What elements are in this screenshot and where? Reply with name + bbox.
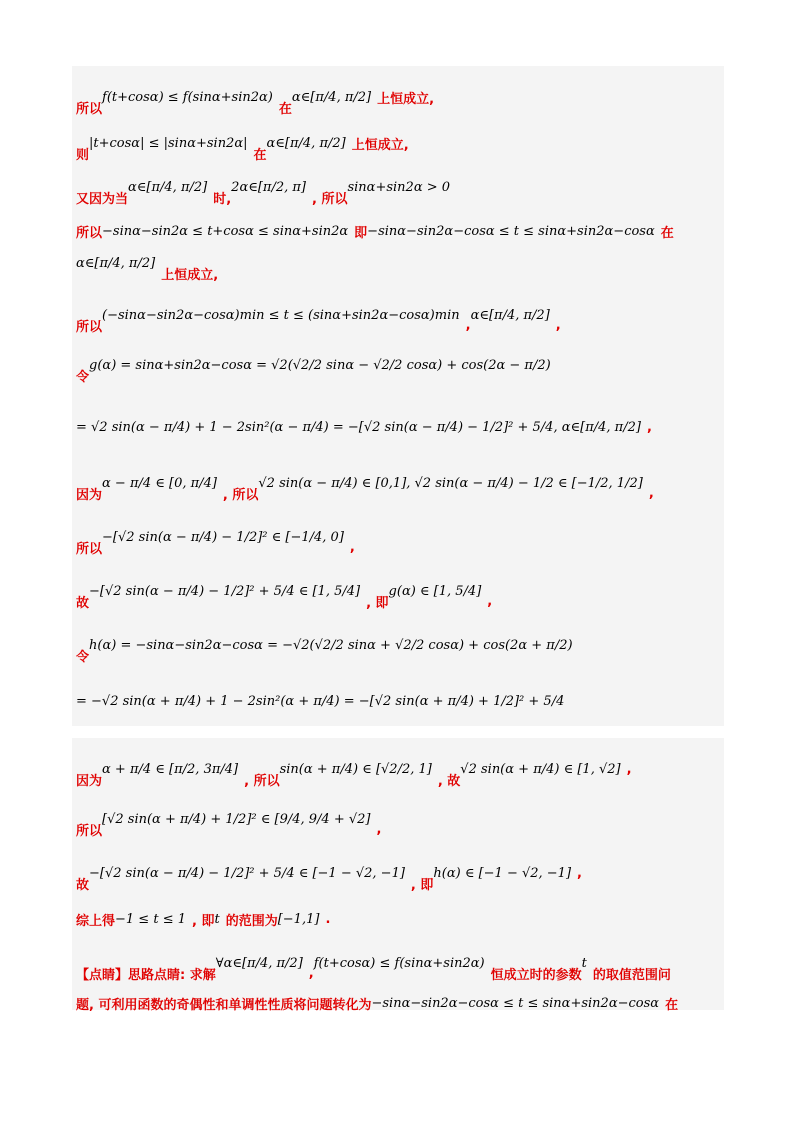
math-expression: = √2 sin(α − π/4) + 1 − 2sin²(α − π/4) = −[√2 sin(α − π/4) − 1/2]² + 5/4, α∈[π/4, π/2] <box>76 420 641 435</box>
solution-line <box>76 474 654 503</box>
math-expression: f(t+cosα) ≤ f(sinα+sin2α) <box>102 90 273 105</box>
chinese-text: 在 <box>665 998 679 1013</box>
math-expression: 2α∈[π/2, π] <box>231 180 306 195</box>
math-expression: g(α) ∈ [1, 5/4] <box>388 584 482 599</box>
chinese-text: 所以 <box>76 824 103 839</box>
chinese-text: , 即 <box>410 878 434 893</box>
chinese-text: 故 <box>76 878 90 893</box>
chinese-text: 令 <box>76 650 90 665</box>
math-expression: −[√2 sin(α − π/4) − 1/2]² ∈ [−1/4, 0] <box>102 530 344 545</box>
chinese-text: 上恒成立, <box>161 268 219 283</box>
chinese-text: 在 <box>253 148 267 163</box>
chinese-text: 上恒成立, <box>351 138 409 153</box>
chinese-text: 所以 <box>76 226 103 241</box>
math-expression: α − π/4 ∈ [0, π/4] <box>102 476 217 491</box>
solution-line <box>76 356 557 385</box>
math-expression: α∈[π/4, π/2] <box>266 136 346 151</box>
chinese-text: 上恒成立, <box>377 92 435 107</box>
math-expression: −sinα−sin2α ≤ t+cosα ≤ sinα+sin2α <box>102 224 349 239</box>
chinese-text: , 所以 <box>222 488 259 503</box>
solution-line <box>76 306 561 335</box>
math-expression: h(α) = −sinα−sin2α−cosα = −√2(√2/2 sinα + √2/2 cosα) + cos(2α + π/2) <box>89 638 573 653</box>
solution-line <box>76 582 493 611</box>
chinese-text: 【点睛】思路点睛: 求解 <box>76 968 216 983</box>
math-expression: [√2 sin(α + π/4) + 1/2]² ∈ [9/4, 9/4 + √2] <box>102 812 371 827</box>
solution-line <box>76 810 382 839</box>
chinese-text: , <box>487 594 493 609</box>
chinese-text: 故 <box>76 596 90 611</box>
solution-line <box>76 910 330 929</box>
math-expression: −[√2 sin(α − π/4) − 1/2]² + 5/4 ∈ [1, 5/4] <box>89 584 361 599</box>
solution-block-1 <box>72 66 724 726</box>
solution-line <box>76 760 632 789</box>
math-expression: α∈[π/4, π/2] <box>470 308 550 323</box>
chinese-text: 的取值范围问 <box>592 968 671 983</box>
solution-line <box>76 636 579 665</box>
math-expression: −sinα−sin2α−cosα ≤ t ≤ sinα+sin2α−cosα <box>367 224 655 239</box>
chinese-text: 恒成立时的参数 <box>490 968 582 983</box>
chinese-text: , 所以 <box>244 774 280 789</box>
solution-line <box>76 420 652 435</box>
chinese-text: , <box>465 318 471 333</box>
chinese-text: 所以 <box>76 542 103 557</box>
chinese-text: , 即 <box>366 596 389 611</box>
math-expression: α∈[π/4, π/2] <box>76 256 156 271</box>
math-expression: −sinα−sin2α−cosα ≤ t ≤ sinα+sin2α−cosα <box>371 996 660 1011</box>
chinese-text: , <box>646 420 652 435</box>
chinese-text: 所以 <box>76 102 103 117</box>
math-expression: t <box>214 912 220 927</box>
math-expression: [−1,1] <box>277 912 320 927</box>
chinese-text: 综上得 <box>76 914 116 929</box>
math-expression: α∈[π/4, π/2] <box>128 180 208 195</box>
chinese-text: 时, <box>213 192 232 207</box>
chinese-text: , <box>555 318 561 333</box>
solution-line <box>76 254 219 283</box>
math-expression: α∈[π/4, π/2] <box>291 90 372 105</box>
chinese-text: , <box>626 762 632 777</box>
chinese-text: 令 <box>76 370 90 385</box>
chinese-text: , <box>577 866 582 881</box>
solution-line <box>76 528 355 557</box>
solution-line <box>76 864 582 893</box>
math-expression: f(t+cosα) ≤ f(sinα+sin2α) <box>313 956 485 971</box>
chinese-text: 又因为当 <box>76 192 129 207</box>
math-expression: = −√2 sin(α + π/4) + 1 − 2sin²(α + π/4) = −[√2 sin(α + π/4) + 1/2]² + 5/4 <box>76 694 565 709</box>
chinese-text: 因为 <box>76 488 103 503</box>
chinese-text: , <box>349 540 355 555</box>
solution-line <box>76 222 674 241</box>
chinese-text: . <box>325 912 331 927</box>
solution-line <box>76 178 456 207</box>
math-expression: √2 sin(α − π/4) ∈ [0,1], √2 sin(α − π/4) − 1/2 ∈ [−1/2, 1/2] <box>258 476 643 491</box>
chinese-text: 的范围为 <box>225 914 278 929</box>
chinese-text: , 所以 <box>312 192 348 207</box>
chinese-text: , <box>648 486 654 501</box>
solution-line <box>76 954 671 983</box>
chinese-text: 在 <box>660 226 674 241</box>
math-expression: (−sinα−sin2α−cosα)min ≤ t ≤ (sinα+sin2α−cosα)min <box>102 308 460 323</box>
chinese-text: 所以 <box>76 320 103 335</box>
math-expression: sin(α + π/4) ∈ [√2/2, 1] <box>279 762 432 777</box>
solution-line <box>76 88 435 117</box>
math-expression: sinα+sin2α > 0 <box>347 180 451 195</box>
chinese-text: 因为 <box>76 774 103 789</box>
math-expression: t <box>581 956 587 971</box>
chinese-text: , <box>376 822 382 837</box>
math-expression: |t+cosα| ≤ |sinα+sin2α| <box>89 136 248 151</box>
math-expression: g(α) = sinα+sin2α−cosα = √2(√2/2 sinα − √2/2 cosα) + cos(2α − π/2) <box>89 358 551 373</box>
math-expression: −[√2 sin(α − π/4) − 1/2]² + 5/4 ∈ [−1 − √2, −1] <box>89 866 405 881</box>
math-expression: √2 sin(α + π/4) ∈ [1, √2] <box>460 762 621 777</box>
math-expression: ∀α∈[π/4, π/2] <box>215 956 303 971</box>
chinese-text: 题, 可利用函数的奇偶性和单调性性质将问题转化为 <box>76 998 372 1013</box>
chinese-text: , <box>308 966 314 981</box>
math-expression: α + π/4 ∈ [π/2, 3π/4] <box>102 762 239 777</box>
chinese-text: , 故 <box>437 774 461 789</box>
chinese-text: 则 <box>76 148 90 163</box>
chinese-text: , 即 <box>192 914 215 929</box>
solution-line <box>76 994 678 1013</box>
chinese-text: 在 <box>278 102 292 117</box>
chinese-text: 即 <box>354 226 368 241</box>
solution-line <box>76 694 570 709</box>
solution-line <box>76 134 409 163</box>
math-expression: −1 ≤ t ≤ 1 <box>115 912 186 927</box>
math-expression: h(α) ∈ [−1 − √2, −1] <box>433 866 572 881</box>
